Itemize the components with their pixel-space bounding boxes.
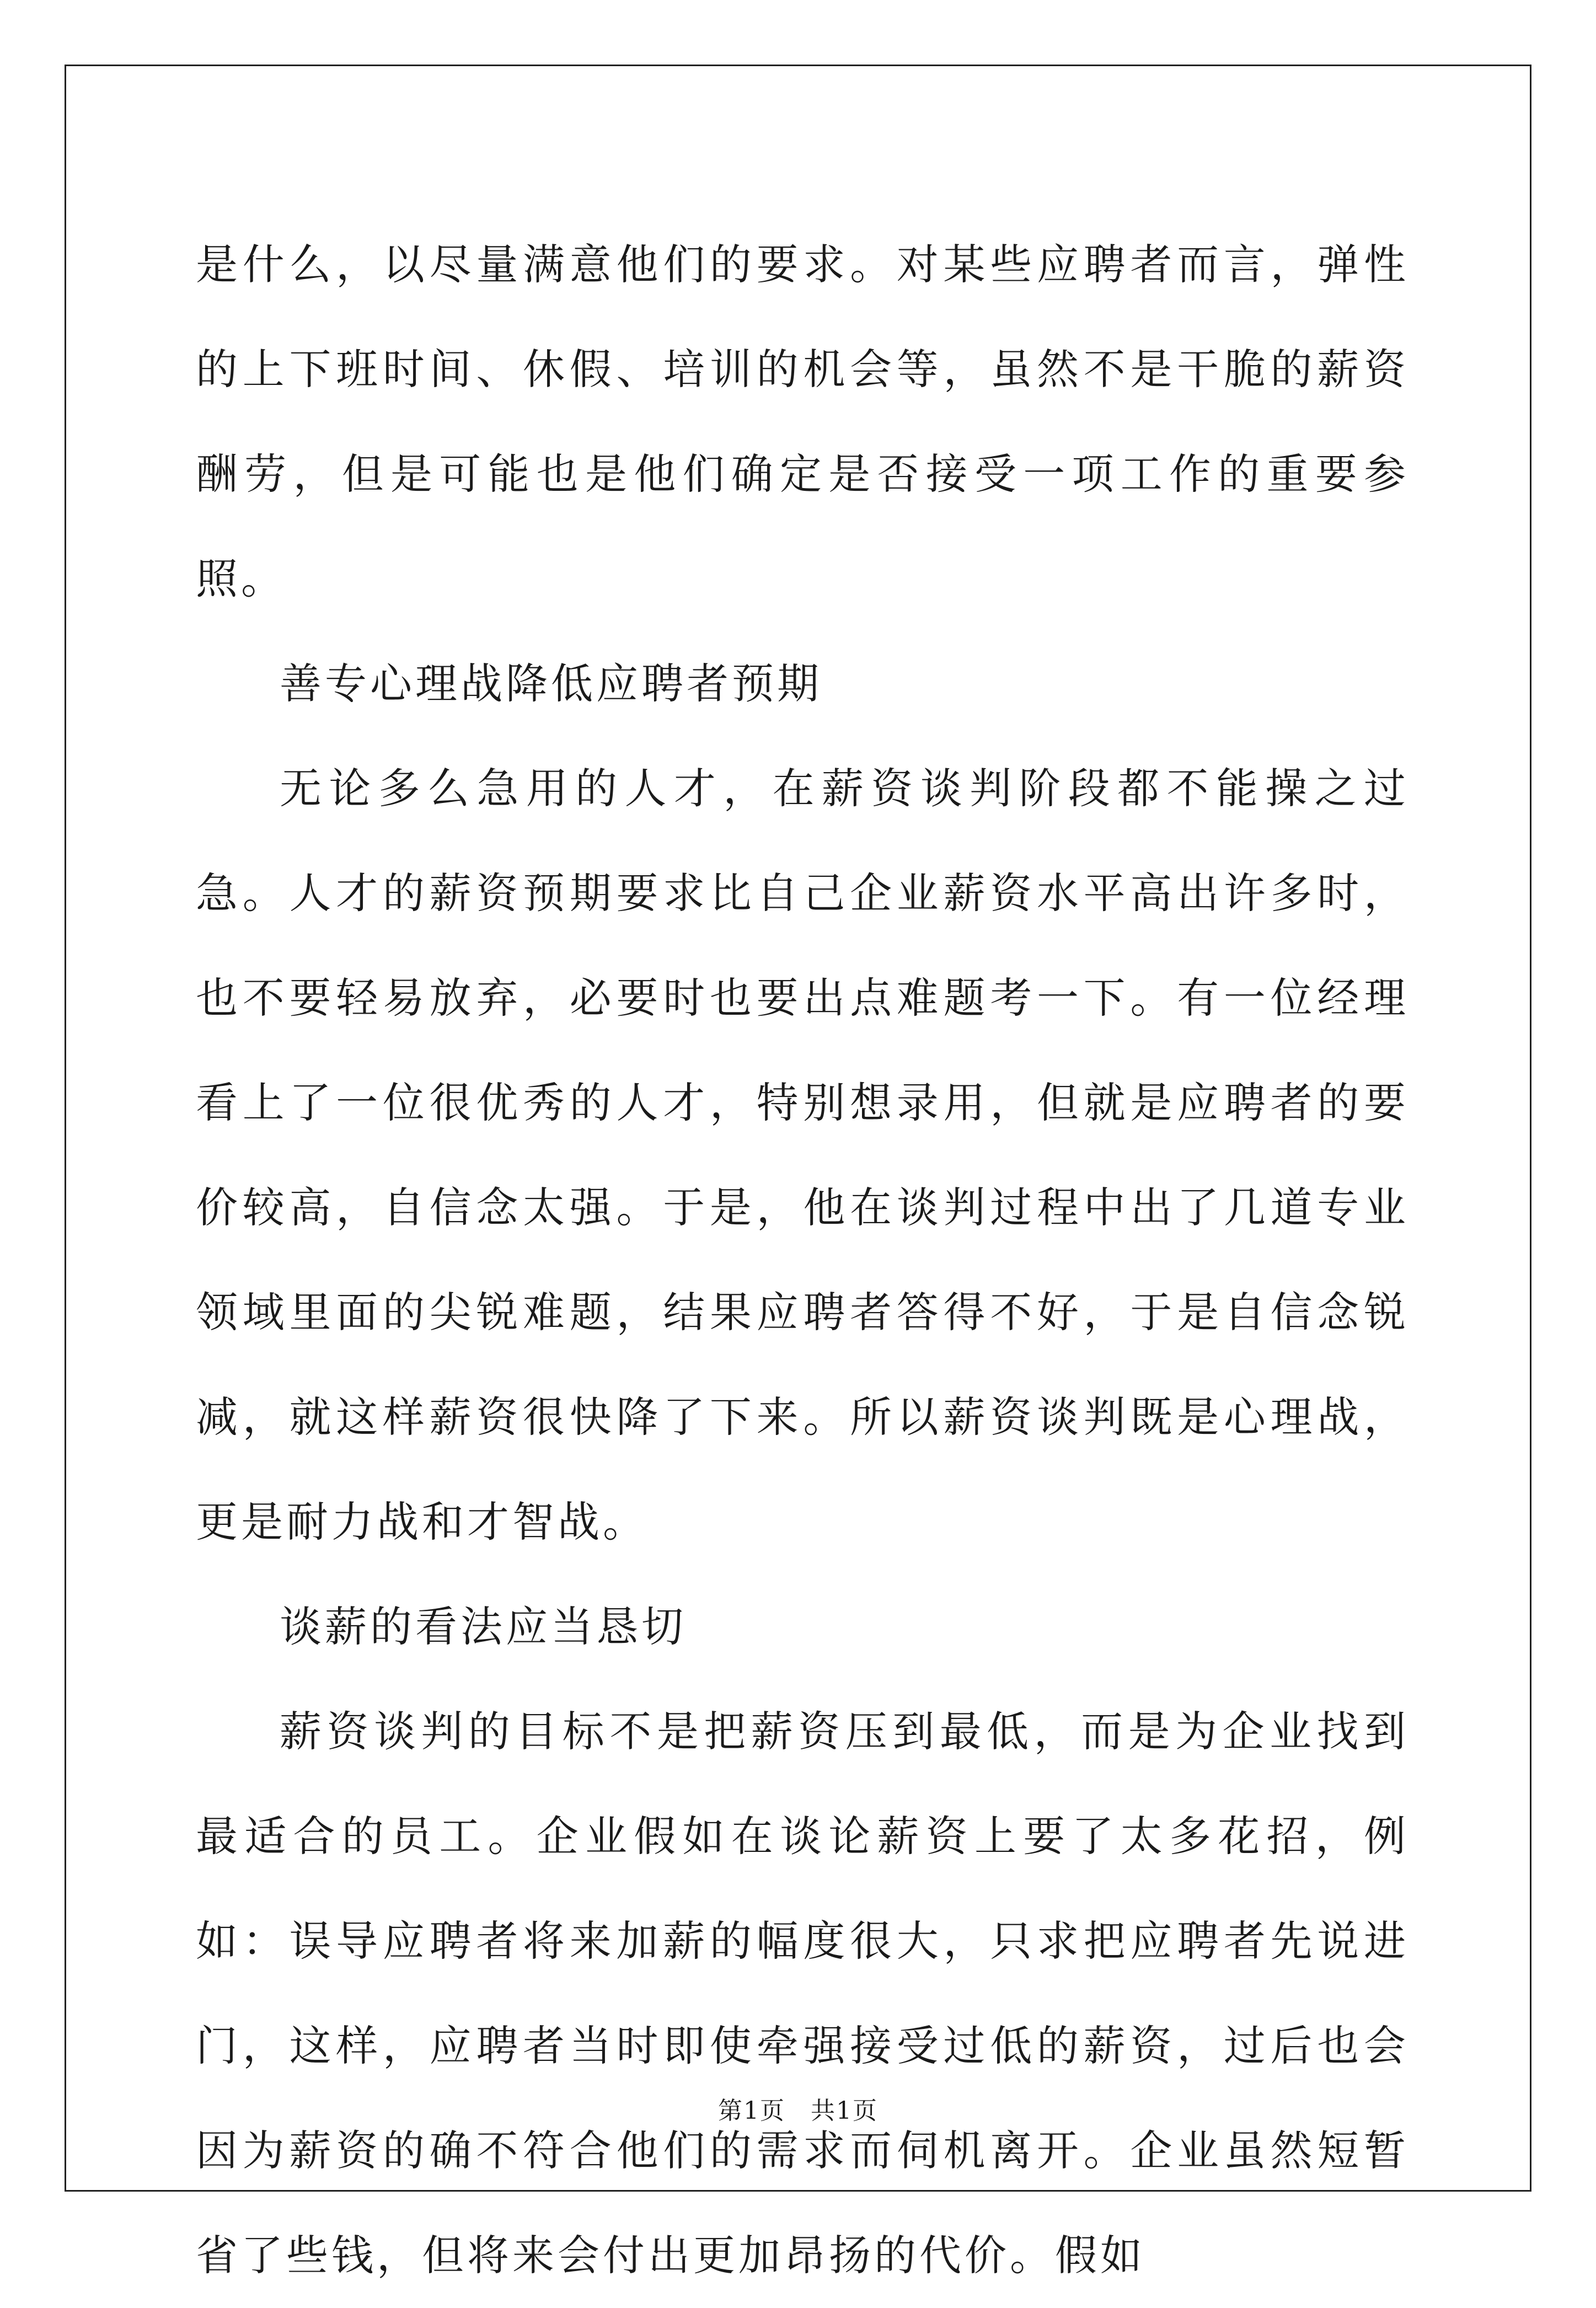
section-heading-sincerity: 谈薪的看法应当恳切 bbox=[280, 1602, 687, 1651]
section-heading-psychology: 善专心理战降低应聘者预期 bbox=[280, 659, 822, 708]
document-body bbox=[196, 212, 1409, 2308]
paragraph-3: 无论多么急用的人才，在薪资谈判阶段都不能操之过急。人才的薪资预期要求比自己企业薪资水平高出许多时，也不要轻易放弃，必要时也要出点难题考一下。有一位经理看上了一位很优秀的人才，特别想录用，但就是应聘者的要价较高，自信念太强。于是，他在谈判过程中出了几道专业领域里面的尖锐难题，结果应聘者答得不好，于是自信念锐减，就这样薪资很快降了下来。所以薪资谈判既是心理战，更是耐力战和才智战。 bbox=[196, 764, 1409, 1546]
page-number-footer: 第1页 共1页 bbox=[718, 2097, 878, 2125]
paragraph-5: 薪资谈判的目标不是把薪资压到最低，而是为企业找到最适合的员工。企业假如在谈论薪资上要了太多花招，例如：误导应聘者将来加薪的幅度很大，只求把应聘者先说进门，这样，应聘者当时即使牵强接受过低的薪资，过后也会因为薪资的确不符合他们的需求而伺机离开。企业虽然短暂省了些钱，但将来会付出更加昂扬的代价。假如 bbox=[196, 1707, 1409, 2280]
paragraph-1: 是什么，以尽量满意他们的要求。对某些应聘者而言，弹性的上下班时间、休假、培训的机会等，虽然不是干脆的薪资酬劳，但是可能也是他们确定是否接受一项工作的重要参照。 bbox=[196, 240, 1409, 603]
